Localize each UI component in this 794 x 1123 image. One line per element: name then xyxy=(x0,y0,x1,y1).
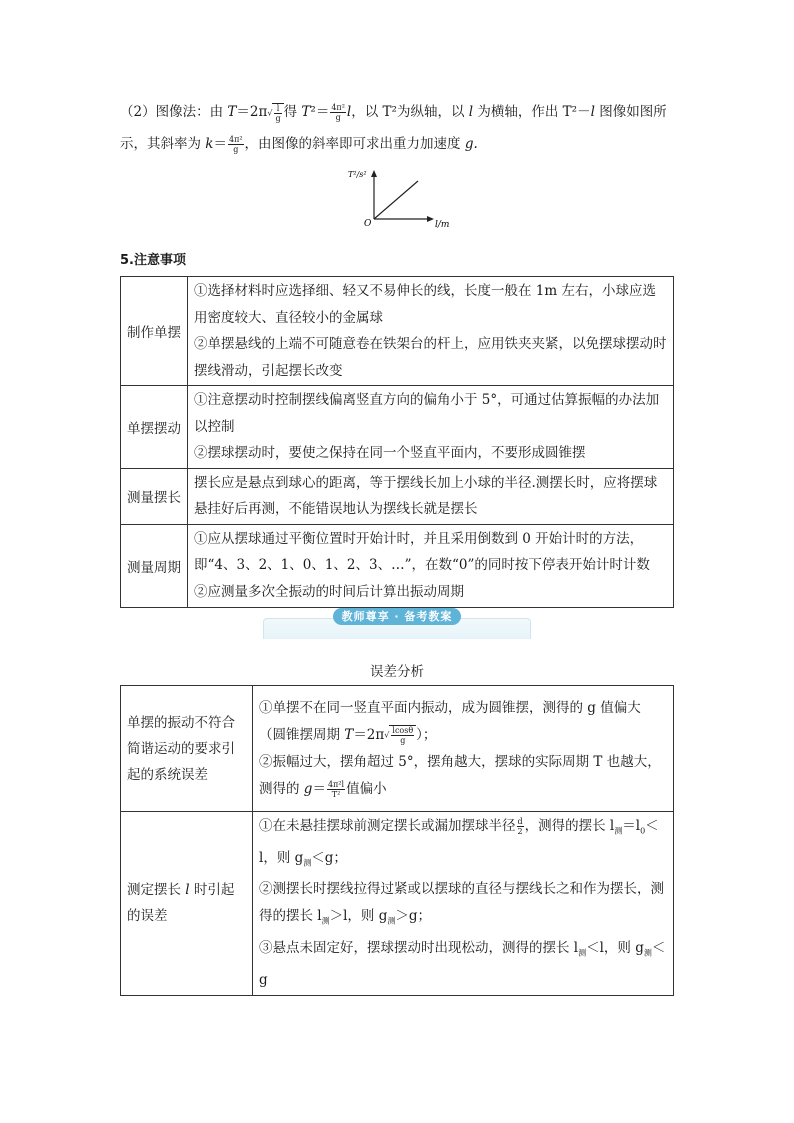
row-content: ①注意摆动时控制摆线偏离竖直方向的偏角小于 5°，可通过估算振幅的办法加以控制 ②摆球摆动时，要使之保持在同一个竖直平面内，不要形成圆锥摆 xyxy=(188,386,674,469)
graph-x-label: l/m xyxy=(435,220,450,230)
row-content: 摆长应是悬点到球心的距离，等于摆线长加上小球的半径.测摆长时，应将摆球悬挂好后再测，不能错误地认为摆线长就是摆长 xyxy=(188,468,674,524)
error-title: 误差分析 xyxy=(370,664,424,680)
frac-4pi2-over-g: $\frac{\text{4π²}}{g}$ xyxy=(331,103,345,122)
frac-g-formula: $\frac{\text{4π²l}}{\text{T²}}$ xyxy=(327,779,345,799)
graph-line xyxy=(374,181,418,219)
sqrt-l-over-g: √ $\frac{l}{g}$ xyxy=(267,103,283,123)
method-line-2: 示，其斜率为 k＝ $\frac{\text{4π²}}{g}$ ，由图像的斜率即可求出重力加速度 g. xyxy=(120,135,478,154)
table-row xyxy=(121,386,674,469)
graph-y-arrow xyxy=(371,170,377,177)
graph-origin: O xyxy=(364,219,372,229)
method-line-1: （2）图像法：由 T＝2π√ $\frac{l}{g}$ 得 T²＝ $\frac{\text{4π²}}{g}$ l，以 T²为纵轴，以 l 为横轴，作出 T²－l 图像如图所 xyxy=(120,103,667,123)
error-table xyxy=(120,685,674,996)
row-header: 测量周期 xyxy=(121,524,188,607)
cone-period-line: （圆锥摆周期 T＝2π√ $\frac{lcos\theta}{g}$ ）； xyxy=(259,726,437,745)
notes-table xyxy=(120,276,674,608)
row-content: ①选择材料时应选择细、轻又不易伸长的线，长度一般在 1m 左右，小球应选用密度较大、直径较小的金属球 ②单摆悬线的上端不可随意卷在铁架台的杆上，应用铁夹夹紧，以免摆球摆动时摆线滑动，引起摆长改变 xyxy=(188,277,674,386)
row-header: 测量摆长 xyxy=(121,468,188,524)
table-row xyxy=(121,468,674,524)
table-row xyxy=(121,686,674,812)
table-row xyxy=(121,277,674,386)
method-paragraph xyxy=(120,96,680,160)
section-title: 5.注意事项 xyxy=(120,253,186,268)
row-content: ①在未悬挂摆球前测定摆长或漏加摆球半径 $\frac{d}{2}$ ，测得的摆长 $l_测=l_0<l$，则 $g_测<g$； ②测摆长时摆线拉得过紧或以摆球的直径与摆线长之和作为摆长，测得的摆长 $l_测>l$，则 $g_测>g$； ③悬点未固定好，摆球摆动时出现松动，测得的摆长 $l_测<l$，则 $g_测<g$ xyxy=(253,812,674,996)
row-header: 单摆摆动 xyxy=(121,386,188,469)
row-header: 制作单摆 xyxy=(121,277,188,386)
graph-x-arrow xyxy=(427,216,434,222)
row-header: 单摆的振动不符合简谐运动的要求引起的系统误差 xyxy=(121,686,253,812)
graph-y-label: T²/s² xyxy=(348,170,367,179)
table-row xyxy=(121,524,674,607)
row-header: 测定摆长 l 时引起的误差 xyxy=(121,812,253,996)
frac-slope: $\frac{\text{4π²}}{g}$ xyxy=(228,135,243,154)
banner-label: 教师尊享 · 备考教案 xyxy=(333,608,461,625)
t2-l-graph xyxy=(340,165,460,233)
table-row xyxy=(121,812,674,996)
row-content: ①应从摆球通过平衡位置时开始计时，并且采用倒数到 0 开始计时的方法，即“4、3、2、1、0、1、2、3、…”，在数“0”的同时按下停表开始计时计数 ②应测量多次全振动的时间后计算出振动周期 xyxy=(188,524,674,607)
row-content: ①单摆不在同一竖直平面内振动，成为圆锥摆，测得的 g 值偏大 （圆锥摆周期 T＝2π√ $\frac{lcos\theta}{g}$ ）； ②振幅过大，摆角超过 5°，摆角越大，摆球的实际周期 T 也越大，测得的 g＝ $\frac{\text{4π²l}}{\text{T²}}$ 值偏小 xyxy=(253,686,674,812)
frac-d-over-2: $\frac{d}{2}$ xyxy=(517,817,523,836)
sqrt-lcos-over-g: √ $\frac{lcos\theta}{g}$ xyxy=(384,725,416,745)
teacher-banner xyxy=(263,608,529,638)
